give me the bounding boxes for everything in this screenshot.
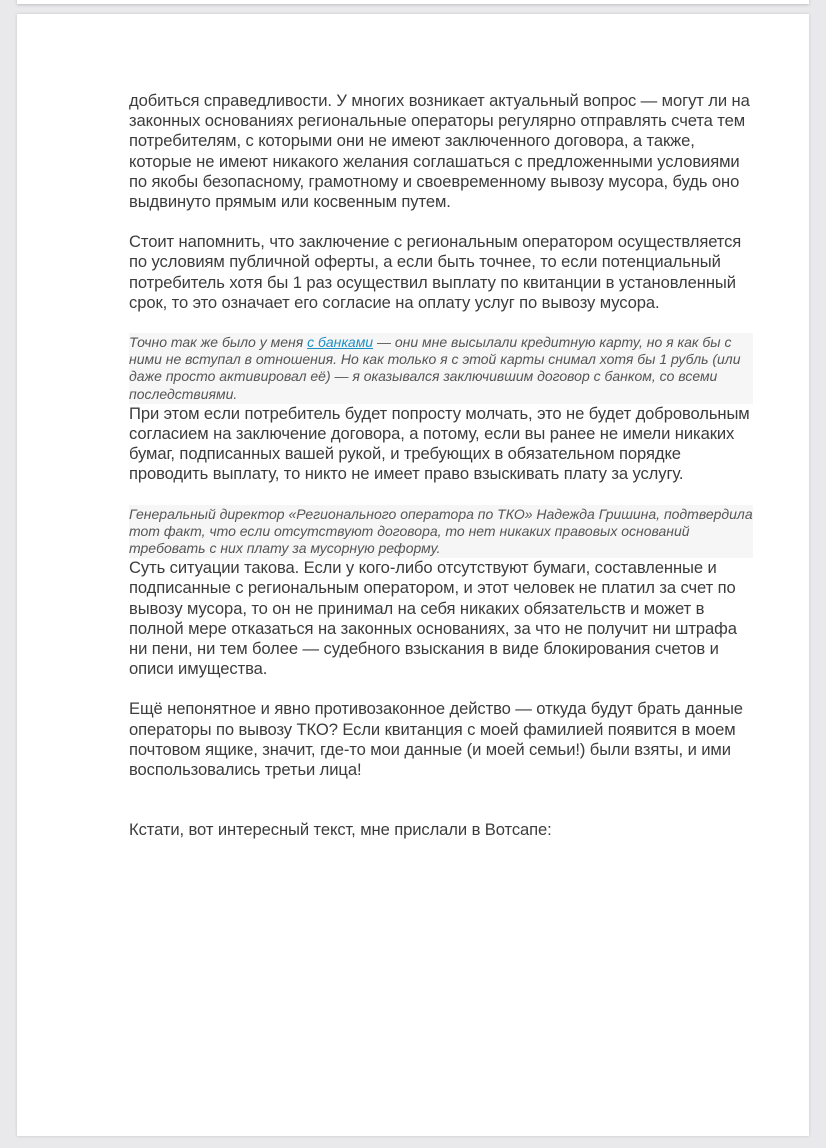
paragraph-4: Суть ситуации такова. Если у кого-либо отсутствуют бумаги, составленные и подписанные с региональным оператором, и этот человек не платил за счет по вывозу мусора, то он не принимал на себя никаких обязательств и может в полной мере отказаться на законных основаниях, за что не получит ни штрафа ни пени, ни тем более — судебного взыскания в виде блокирования счетов и описи имущества.: [129, 558, 737, 679]
paragraph-6: Кстати, вот интересный текст, мне прислали в Вотсапе:: [129, 820, 552, 840]
paragraph-gap: [129, 485, 753, 505]
quote-banks: [129, 333, 753, 404]
paragraph-2: Стоит напомнить, что заключение с региональным оператором осуществляется по условиям публичной оферты, а если быть точнее, то если потенциальный потребитель хотя бы 1 раз осуществил выплату по квитанции в установленный срок, то это означает его согласие на оплату услуг по вывозу мусора.: [129, 232, 742, 312]
quote-banks-text-before: Точно так же было у меня: [129, 334, 308, 351]
banks-link[interactable]: с банками: [307, 334, 374, 351]
paragraph-3: При этом если потребитель будет попросту молчать, это не будет добровольным согласием на заключение договора, а потому, если вы ранее не имели никаких бумаг, подписанных вашей рукой, и требующих в обязательном порядке проводить выплату, то никто не имеет право взыскивать плату за услугу.: [129, 403, 750, 484]
paragraph-gap: [129, 212, 753, 232]
document-page[interactable]: [17, 14, 809, 1136]
paragraph-gap: [129, 313, 753, 333]
paragraph-gap: [129, 679, 753, 699]
page-content: [129, 91, 753, 841]
previous-page-edge: [17, 0, 809, 4]
quote-director: Генеральный директор «Регионального оператора по ТКО» Надежда Гришина, подтвердила тот факт, что если отсутствуют договора, то нет никаких правовых оснований требовать с них плату за мусорную реформу.: [129, 505, 753, 559]
paragraph-gap: [129, 780, 753, 800]
quote-banks-text-after: — они мне высылали кредитную карту, но я как бы с ними не вступал в отношения. Но как только я с этой карты снимал хотя бы 1 рубль (или даже просто активировал её) — я оказывался заключившим договор с банком, со всеми последствиями.: [129, 334, 741, 402]
paragraph-1: добиться справедливости. У многих возникает актуальный вопрос — могут ли на законных основаниях региональные операторы регулярно отправлять счета тем потребителям, с которыми они не имеют заключенного договора, а также, которые не имеют никакого желания соглашаться с предложенными условиями по якобы безопасному, грамотному и своевременному вывозу мусора, будь оно выдвинуто прямым или косвенным путем.: [129, 91, 750, 212]
paragraph-gap: [129, 800, 753, 820]
paragraph-5: Ещё непонятное и явно противозаконное действо — откуда будут брать данные операторы по вывозу ТКО? Если квитанция с моей фамилией появится в моем почтовом ящике, значит, где-то мои данные (и моей семьи!) были взяты, и ими воспользовались третьи лица!: [129, 699, 743, 780]
